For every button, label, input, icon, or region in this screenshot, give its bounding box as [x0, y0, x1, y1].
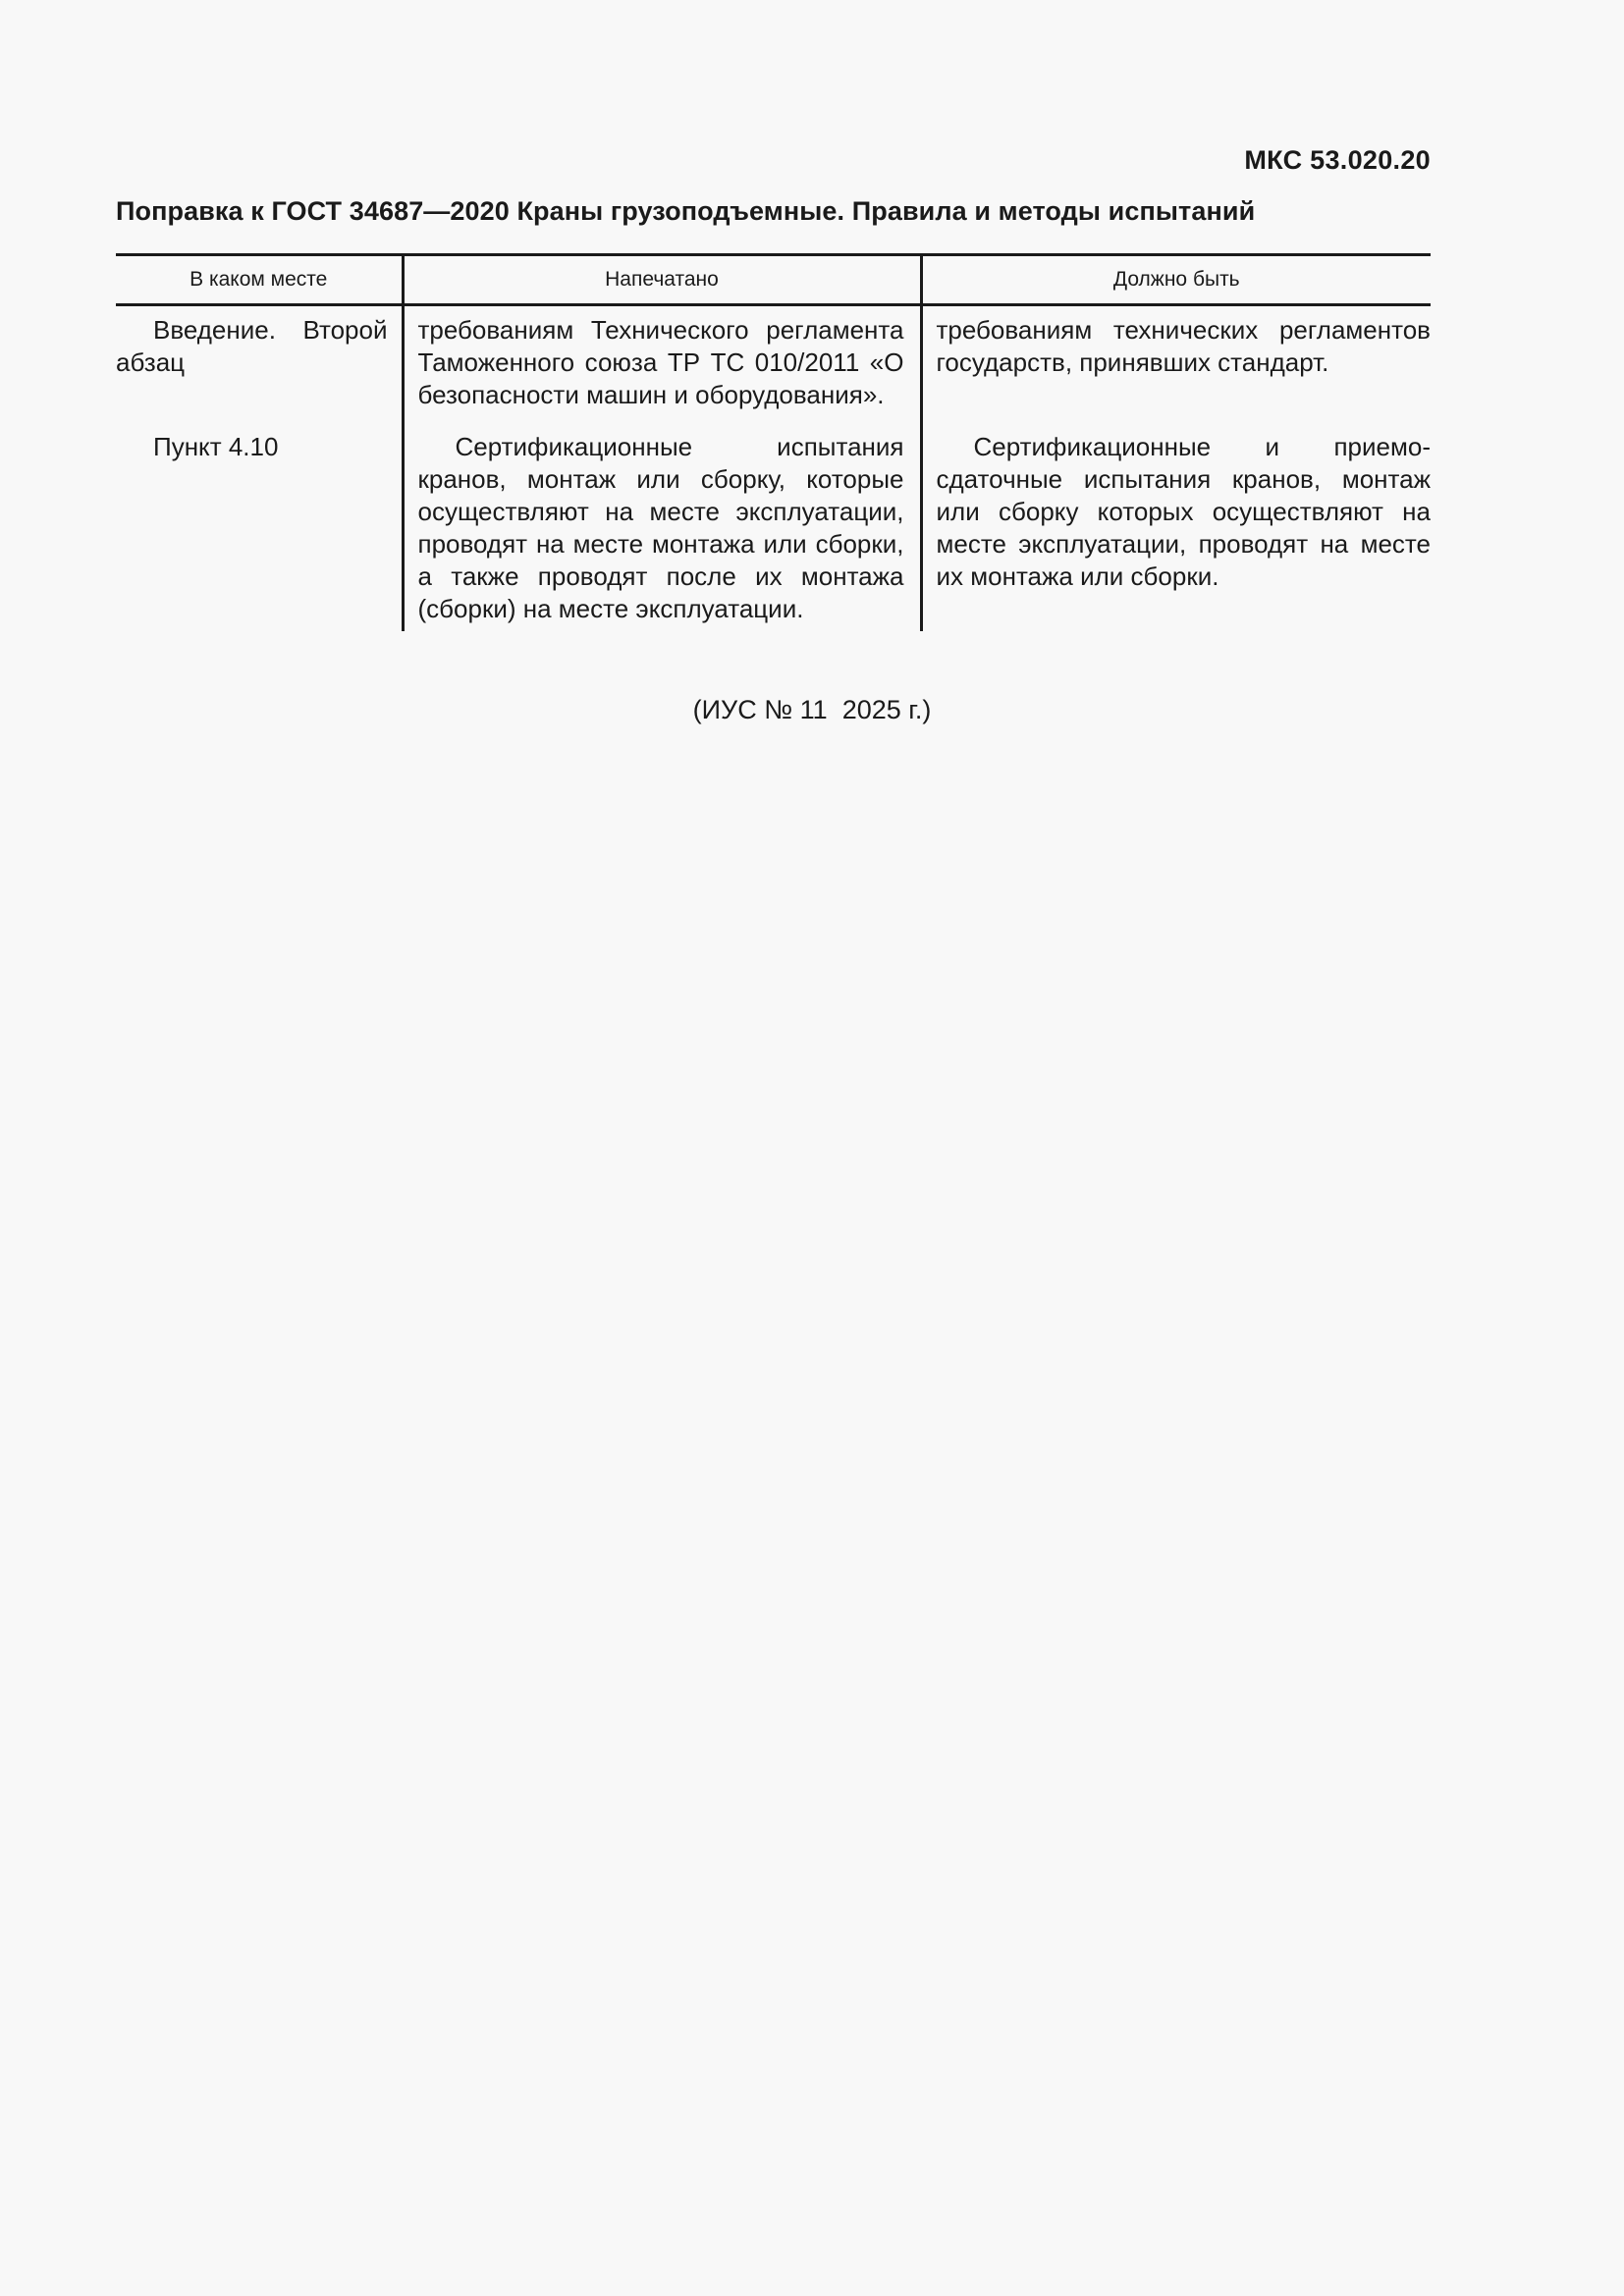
column-header-place: В каком месте — [116, 255, 403, 305]
cell-should-be: требованиям технических регламентов государств, принявших стандарт. — [921, 305, 1431, 432]
column-header-printed: Напечатано — [403, 255, 921, 305]
cell-place: Пункт 4.10 — [153, 432, 279, 461]
issue-reference: (ИУС № 11 2025 г.) — [692, 695, 932, 724]
table-row — [116, 431, 1431, 631]
cell-printed: требованиям Технического регламента Таможенного союза ТР ТС 010/2011 «О безопасности машин и оборудования». — [403, 305, 921, 432]
corrections-table — [116, 253, 1431, 631]
cell-place: Введение. Второй абзац — [116, 315, 388, 377]
column-header-should-be: Должно быть — [921, 255, 1431, 305]
cell-should-be: Сертификационные и приемо-сдаточные испытания кранов, монтаж или сборку которых осуществляют на месте эксплуатации, проводят на месте их монтажа или сборки. — [921, 431, 1431, 631]
classification-code: МКС 53.020.20 — [1244, 145, 1431, 175]
cell-printed: Сертификационные испытания кранов, монтаж или сборку, которые осуществляют на месте эксплуатации, проводят на месте монтажа или сборки, а также проводят после их монтажа (сборки) на месте эксплуатации. — [403, 431, 921, 631]
table-row — [116, 305, 1431, 432]
document-title: Поправка к ГОСТ 34687—2020 Краны грузоподъемные. Правила и методы испытаний — [116, 196, 1256, 226]
table-header-row — [116, 255, 1431, 305]
